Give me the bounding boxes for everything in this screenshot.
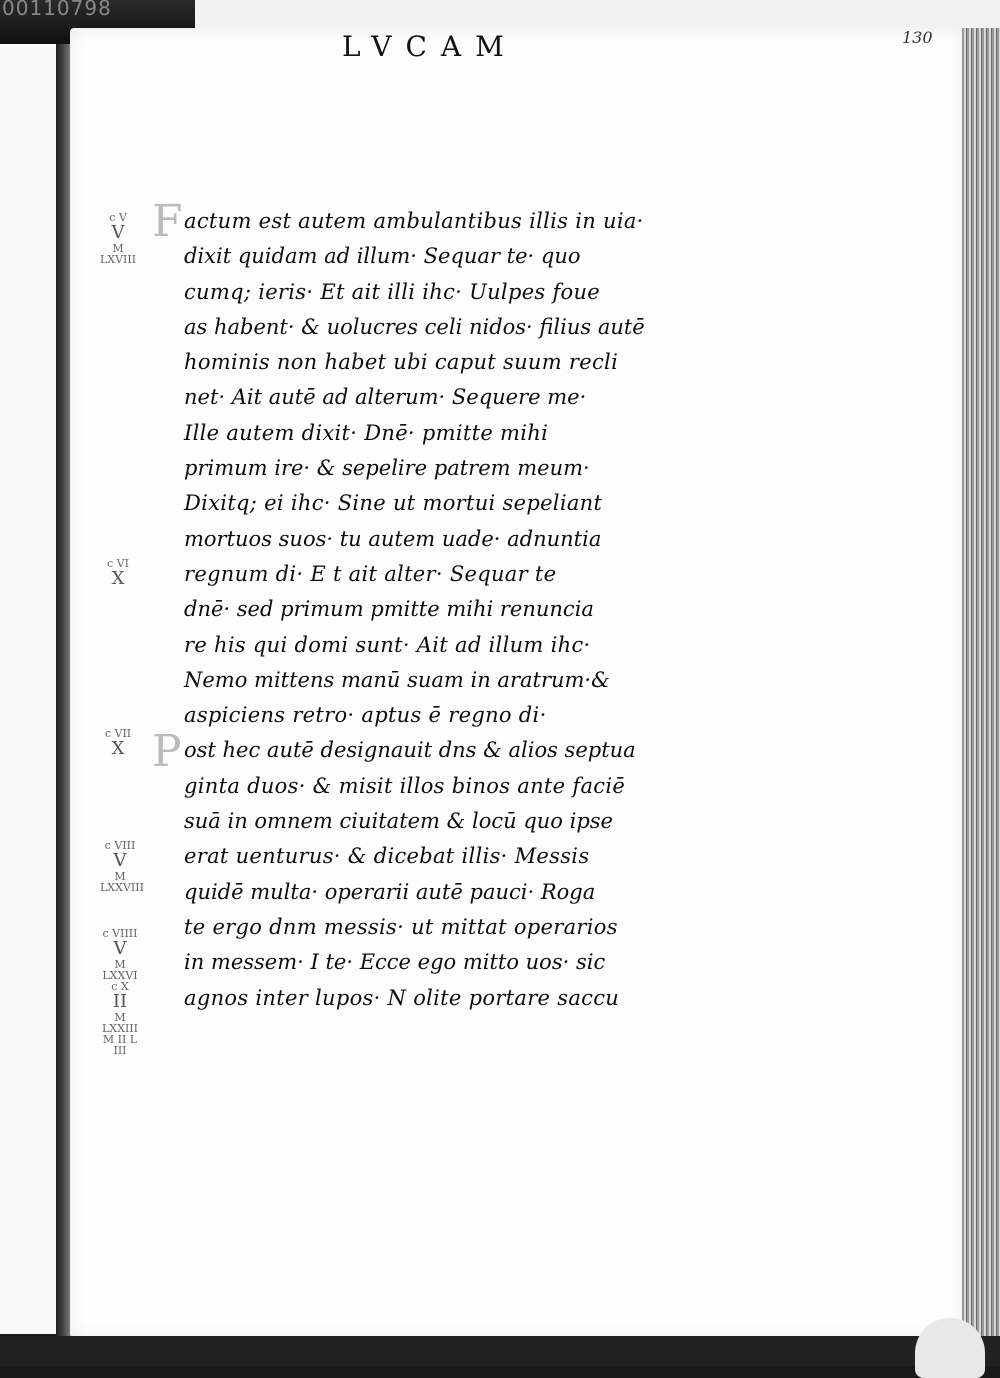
text-line: agnos inter lupos· N olite portare saccu bbox=[184, 985, 620, 1010]
marginal-line: c VIIII bbox=[102, 927, 138, 940]
text-line: in messem· I te· Ecce ego mitto uos· sic bbox=[184, 950, 606, 975]
marginal-note bbox=[98, 212, 138, 265]
marginal-line: V bbox=[111, 222, 125, 243]
text-line: dixit quidam ad illum· Sequar te· quo bbox=[184, 244, 581, 269]
text-line: erat uenturus· & dicebat illis· Messis bbox=[184, 844, 590, 869]
marginal-note bbox=[100, 839, 144, 894]
marginal-line: II bbox=[112, 991, 128, 1012]
marginal-line: M LXXIII bbox=[101, 1011, 138, 1035]
text-line: net· Ait autē ad alterum· Sequere me· bbox=[184, 385, 587, 410]
faded-initial: F bbox=[152, 196, 183, 247]
text-line: Ille autem dixit· Dnē· pmitte mihi bbox=[184, 420, 549, 445]
microfilm-bottom-strip bbox=[0, 1336, 1000, 1366]
marginal-note bbox=[98, 728, 138, 759]
folio-number: 130 bbox=[902, 28, 933, 47]
text-line: Nemo mittens manū suam in aratrum·& bbox=[184, 667, 610, 692]
marginal-note bbox=[100, 928, 140, 1056]
marginal-line: X bbox=[111, 738, 125, 759]
marginal-line: c V bbox=[109, 211, 127, 224]
page-edges bbox=[962, 28, 1000, 1338]
faded-initial: P bbox=[152, 726, 182, 777]
text-column bbox=[184, 204, 664, 1016]
text-line: Dixitq; ei ihc· Sine ut mortui sepeliant bbox=[184, 491, 603, 516]
marginal-line: c VIII bbox=[104, 839, 136, 852]
text-line: ost hec autē designauit dns & alios septua bbox=[184, 738, 636, 763]
marginal-line: c VI bbox=[107, 557, 129, 570]
marginal-line: V bbox=[113, 938, 127, 959]
left-page-edge bbox=[0, 44, 58, 1334]
text-line: hominis non habet ubi caput suum recli bbox=[184, 350, 619, 375]
microfilm-id: 00110798 bbox=[2, 0, 112, 20]
marginal-note bbox=[98, 558, 138, 589]
marginal-line: c X bbox=[111, 980, 129, 993]
background-sheet bbox=[195, 0, 1000, 30]
text-line: ginta duos· & misit illos binos ante faciē bbox=[184, 773, 626, 798]
text-line: suā in omnem ciuitatem & locū quo ipse bbox=[184, 809, 613, 834]
marginal-line: X bbox=[111, 568, 125, 589]
running-head: LVCAM bbox=[342, 30, 518, 63]
text-line: primum ire· & sepelire patrem meum· bbox=[184, 456, 590, 481]
text-line: quidē multa· operarii autē pauci· Roga bbox=[184, 879, 596, 904]
text-line: cumq; ieris· Et ait illi ihc· Uulpes foue bbox=[184, 279, 601, 304]
text-line: as habent· & uolucres celi nidos· filius autē bbox=[184, 314, 645, 339]
marginal-line: V bbox=[113, 850, 127, 871]
marginal-line: M II L III bbox=[102, 1033, 138, 1057]
text-line: re his qui domi sunt· Ait ad illum ihc· bbox=[184, 632, 591, 657]
text-line: mortuos suos· tu autem uade· adnuntia bbox=[184, 526, 602, 551]
text-line: te ergo dnm messis· ut mittat operarios bbox=[184, 914, 618, 939]
marginal-line: c VII bbox=[104, 727, 132, 740]
marginal-line: M LXVIII bbox=[99, 242, 137, 266]
text-line: regnum di· E t ait alter· Sequar te bbox=[184, 561, 557, 586]
marginal-line: M LXXVIII bbox=[100, 870, 144, 894]
marginal-line: M LXXVI bbox=[102, 958, 138, 982]
book-spine bbox=[56, 44, 70, 1344]
text-line: aspiciens retro· aptus ē regno di· bbox=[184, 703, 547, 728]
text-line: dnē· sed primum pmitte mihi renuncia bbox=[184, 597, 594, 622]
text-line: actum est autem ambulantibus illis in uia· bbox=[184, 209, 644, 233]
